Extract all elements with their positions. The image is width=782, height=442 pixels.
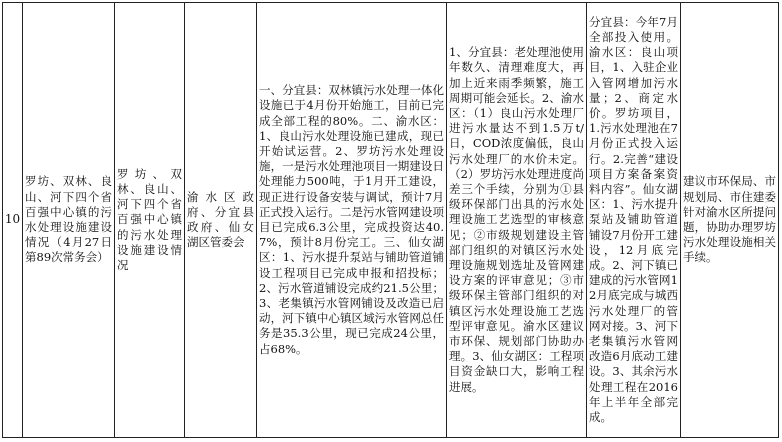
row-index: 10 [4, 212, 21, 227]
suggestion-cell [681, 3, 779, 438]
progress-cell [257, 3, 447, 438]
problems-cell [447, 3, 587, 438]
row-index-cell [3, 3, 23, 438]
task-text: 罗坊、双林、良山、河下四个省百强中心镇的污水处理设施建设情况 [117, 166, 182, 272]
suggestion-text: 建议市环保局、市规划局、市住建委针对渝水区所提问题，协助办理罗坊污水处理设施相关手续。 [683, 174, 776, 265]
problems-text: 1、分宜县：老处理池使用年数久、清理难度大，再加上近来雨季频繁，施工周期可能会延长。2、渝水区：（1）良山污水处理厂进污水量达不到1.5万t/日，COD浓度偏低，良山污水处理厂的水价未定。（2）罗坊污水处理进度尚差三个手续，分别为①县级环保部门出具的污水处理设施工艺选型的审核意见；②市级规划建设主管部门组织的对镇区污水处理设施规划选址及管网建设方案的评审意见；③市级环保主管部门组织的对镇区污水处理设施工艺选型评审意见。渝水区建议市环保、规划部门协助办理。3、仙女湖区：工程项目资金缺口大，影响工程进展。 [449, 45, 584, 394]
table-row [3, 3, 779, 438]
units-cell [185, 3, 257, 438]
next-steps-cell [587, 3, 681, 438]
item-text: 罗坊、双林、良山、河下四个省百强中心镇的污水处理设施建设情况（4月27日第89次常务会） [25, 174, 112, 265]
item-cell [23, 3, 115, 438]
progress-text: 一、分宜县：双林镇污水处理一体化设施已于4月份开始施工，目前已完成全部工程的80%。二、渝水区：1、良山污水处理设施已建成，现已开始试运营。2、罗坊污水处理设施，一是污水处理池项目一期建设日处理能力500吨，于1月开工建设，现正进行设备安装与调试，预计7月正式投入运行。二是污水管网建设项目已完成6.3公里，完成投资达40.7%，预计8月份完工。三、仙女湖区：1、污水提升泵站与铺助管道铺设工程项目已完成申报和招投标；2、污水管道铺设完成约21.5公里；3、老集镇污水管网铺设及改造已启动，河下镇中心镇区域污水管网总任务是35.3公里，现已完成24公里，占68%。 [259, 83, 444, 356]
task-cell [115, 3, 185, 438]
responsible-units-text: 渝水区政府、分宜县政府、仙女湖区管委会 [187, 189, 254, 250]
supervision-table [2, 2, 779, 438]
next-steps-text: 分宜县：今年7月全部投入使用。渝水区：良山项目，1、入驻企业入管网增加污水量；2、商定水价。罗坊项目，1.污水处理池在7月份正式投入运行。2.完善“建设项目方案备案资料内容”。仙女湖区：1、污水提升泵站及铺助管道铺设7月份开工建设，12月底完成。2、河下镇已建成的污水管网12月底完成与城西污水处理厂的管网对接。3、河下老集镇污水管网改造6月底动工建设。3、其余污水处理工程在2016年上半年全部完成。 [589, 14, 678, 425]
